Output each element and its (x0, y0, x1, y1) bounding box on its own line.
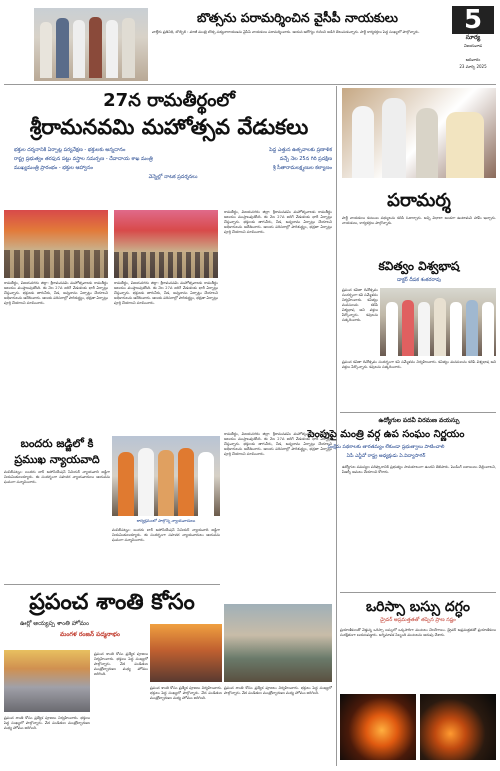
bus-subhead: డ్రైవర్ అప్రమత్తతతో తప్పిన ప్రాణ నష్టం (380, 617, 456, 623)
main-story-photo-left (4, 210, 108, 278)
bandaru-headline-line2: ప్రముఖ న్యాయవాది (14, 453, 100, 466)
bandaru-body-2: మచిలీపట్నం: బందరు బార్ అసోసియేషన్ సీనియర్ న్యాయవాది జడ్జిగా నియమితులయ్యారు. ఈ సందర్భంగా సహచర న్యాయవాదులు ఆయనను ఘనంగా సన్మానించారు. (112, 528, 220, 542)
main-story-body-col2: రామతీర్థం, విజయనగరం జిల్లా: శ్రీరామనవమి మహోత్సవాలకు రామతీర్థం ఆలయం ముస్తాబవుతోంది. ఈ నెల 27న జరిగే వేడుకలకు భారీ ఏర్పాట్లు చేస్తున్నారు. భక్తులకు తాగునీరు, నీడ, అన్నదానం ఏర్పాట్లు చేయాలని అధికారులను ఆదేశించారు. ఆలయ పరిసరాల్లో పారిశుద్ధ్యం, భద్రతా ఏర్పాట్లు పూర్తి చేయాలని సూచించారు. (114, 281, 218, 305)
bullet-row (14, 164, 332, 173)
main-story-kicker: 27న రామతీర్థంలో (103, 90, 235, 111)
paper-name: సూర్య (465, 34, 481, 41)
edition-name: విజయవాడ (463, 43, 483, 48)
bullet: భక్తుల దర్శనానికి ఏర్పాట్ల పర్యవేక్షణ - భక్తులకు అన్నదానం (14, 147, 126, 153)
bus-photo-right (420, 694, 496, 760)
kavitvam-body-wide: ప్రపంచ కవితా దినోత్సవం సందర్భంగా కవి సమ్మేళనం నిర్వహించారు. కవిత్వం మనసులను కలిపే విశ్వభాష అని వక్తలు పేర్కొన్నారు. కవులను సత్కరించారు. (342, 360, 496, 369)
vertical-divider (336, 86, 337, 766)
world-peace-body-1: ప్రపంచ శాంతి కోసం ప్రత్యేక పూజలు నిర్వహించారు. భక్తులు పెద్ద సంఖ్యలో పాల్గొన్నారు. వేద పండితుల మంత్రోచ్ఛారణల మధ్య హోమం జరిగింది. (4, 716, 90, 730)
bullet: పెద్ద ఎత్తున ఉత్సవాలకు ప్రణాళిక (269, 147, 332, 153)
issue-date: 23 మార్చి 2025 (459, 64, 487, 69)
bullet: వచ్చే నెల 25న గిరి ప్రదక్షిణ (279, 156, 332, 162)
kavitvam-byline: డాక్టర్ దీపక శంకరరావు (397, 277, 441, 283)
divider (340, 412, 496, 413)
kavitvam-photo (380, 288, 496, 356)
bandaru-caption: కార్యక్రమంలో పాల్గొన్న న్యాయవాదులు (136, 518, 196, 523)
pension-headline: పెంపుపై మంత్రి వర్గ ఉప సంఘం నిర్ణయం (307, 429, 465, 440)
paramarsha-body: పార్టీ నాయకులు కుటుంబ సభ్యులను కలిసి ఓదార్చారు. అన్ని విధాలా అండగా ఉంటామని హామీ ఇచ్చారు. నాయకులు, కార్యకర్తలు పాల్గొన్నారు. (342, 216, 496, 225)
main-story-photo-right (114, 210, 218, 278)
world-peace-photo-center (150, 624, 222, 682)
kavitvam-body-narrow: ప్రపంచ కవితా దినోత్సవం సందర్భంగా కవి సమ్మేళనం నిర్వహించారు. కవిత్వం మనసులను కలిపే విశ్వభాష అని వక్తలు పేర్కొన్నారు. కవులను సత్కరించారు. (342, 288, 378, 322)
bandaru-body: మచిలీపట్నం: బందరు బార్ అసోసియేషన్ సీనియర్ న్యాయవాది జడ్జిగా నియమితులయ్యారు. ఈ సందర్భంగా సహచర న్యాయవాదులు ఆయనను ఘనంగా సన్మానించారు. (4, 470, 110, 484)
world-peace-body-2: ప్రపంచ శాంతి కోసం ప్రత్యేక పూజలు నిర్వహించారు. భక్తులు పెద్ద సంఖ్యలో పాల్గొన్నారు. వేద పండితుల మంత్రోచ్ఛారణల మధ్య హోమం జరిగింది. (94, 652, 148, 676)
world-peace-headline: ప్రపంచ శాంతి కోసం (29, 590, 195, 615)
divider (4, 584, 220, 585)
bullet: ముఖ్యమంత్రి ప్రారంభం - భక్తుల ఆహ్వానం (14, 165, 93, 171)
paramarsha-headline: పరామర్శ (387, 190, 451, 211)
bus-headline: ఒరిస్సా బస్సు దగ్ధం (365, 599, 471, 615)
world-peace-photo-left (4, 650, 90, 712)
main-story-headline: శ్రీరామనవమి మహోత్సవ వేడుకలు (29, 115, 309, 139)
bus-body: ప్రయాణికులతో వెళ్తున్న ఒరిస్సా బస్సులో ఒక్కసారిగా మంటలు చెలరేగాయి. డ్రైవర్ అప్రమత్తతతో ప్రయాణికులు సురక్షితంగా బయటపడ్డారు. అగ్నిమాపక సిబ్బంది మంటలను అదుపు చేశారు. (340, 628, 496, 637)
bullet-row (14, 146, 332, 155)
bus-photo-left (340, 694, 416, 760)
paramarsha-photo (342, 88, 496, 178)
page-badge (452, 6, 494, 74)
middle-story-body: రామతీర్థం, విజయనగరం జిల్లా: శ్రీరామనవమి మహోత్సవాలకు రామతీర్థం ఆలయం ముస్తాబవుతోంది. ఈ నెల 27న జరిగే వేడుకలకు భారీ ఏర్పాట్లు చేస్తున్నారు. భక్తులకు తాగునీరు, నీడ, అన్నదానం ఏర్పాట్లు చేయాలని అధికారులను ఆదేశించారు. ఆలయ పరిసరాల్లో పారిశుద్ధ్యం, భద్రతా ఏర్పాట్లు పూర్తి చేయాలని సూచించారు. (224, 432, 332, 456)
pension-subhead: సంక్షేమ పథకాలకు తారతమ్యం లేకుండా ప్రభుత్వాలు పాటించాలి (327, 445, 445, 450)
top-story-headline: బొత్సను పరామర్శించిన వైసీపీ నాయకులు (197, 10, 398, 25)
main-story-body-col3: రామతీర్థం, విజయనగరం జిల్లా: శ్రీరామనవమి మహోత్సవాలకు రామతీర్థం ఆలయం ముస్తాబవుతోంది. ఈ నెల 27న జరిగే వేడుకలకు భారీ ఏర్పాట్లు చేస్తున్నారు. భక్తులకు తాగునీరు, నీడ, అన్నదానం ఏర్పాట్లు చేయాలని అధికారులను ఆదేశించారు. ఆలయ పరిసరాల్లో పారిశుద్ధ్యం, భద్రతా ఏర్పాట్లు పూర్తి చేయాలని సూచించారు. (224, 210, 332, 234)
pension-body: ఉద్యోగుల సమస్యల పరిష్కారానికి ప్రభుత్వం సానుకూలంగా ఉందని తెలిపారు. పెండింగ్ బకాయిలు చెల్లించాలని, పీఆర్సీ అమలు చేయాలని కోరారు. (342, 465, 496, 474)
pension-kicker: ఉద్యోగుల పదవీ విరమణ వయస్సు (378, 417, 460, 424)
world-peace-bullet: ఊర్లో అయ్యప్ప శాంతి హోమం (20, 620, 90, 627)
bandaru-headline-line1: బందరు జడ్జిలో కి (20, 437, 94, 450)
bullet-row (14, 155, 332, 164)
top-story-body: వాల్తేరు ప్రతినిధి, బొబ్బిలి : మాజీ మంత్రి బొత్స సత్యనారాయణను వైసీపీ నాయకులు పరామర్శించారు. ఆయన ఆరోగ్యం గురించి అడిగి తెలుసుకున్నారు. పార్టీ కార్యకర్తలు పెద్ద సంఖ్యలో పాల్గొన్నారు. (152, 30, 420, 34)
world-peace-photo-right (224, 604, 332, 682)
bullet: రాష్ట్ర ప్రభుత్వం తరఫున పట్టు వస్త్రాల సమర్పణ - దేవాదాయ శాఖ మంత్రి (14, 156, 153, 162)
world-peace-body-4: ప్రపంచ శాంతి కోసం ప్రత్యేక పూజలు నిర్వహించారు. భక్తులు పెద్ద సంఖ్యలో పాల్గొన్నారు. వేద పండితుల మంత్రోచ్ఛారణల మధ్య హోమం జరిగింది. (224, 686, 332, 695)
bullet-row (14, 173, 332, 182)
bullet: వెన్నెల్లో నాటక ప్రదర్శనలు (148, 174, 198, 180)
kavitvam-headline: కవిత్వం విశ్వభాష (378, 259, 460, 273)
bullet: శ్రీ సీతారామలక్ష్మణుల కల్యాణం (272, 165, 332, 171)
day-name: ఆదివారం (465, 57, 481, 62)
top-story-photo (34, 8, 148, 81)
main-story-body-col1: రామతీర్థం, విజయనగరం జిల్లా: శ్రీరామనవమి మహోత్సవాలకు రామతీర్థం ఆలయం ముస్తాబవుతోంది. ఈ నెల 27న జరిగే వేడుకలకు భారీ ఏర్పాట్లు చేస్తున్నారు. భక్తులకు తాగునీరు, నీడ, అన్నదానం ఏర్పాట్లు చేయాలని అధికారులను ఆదేశించారు. ఆలయ పరిసరాల్లో పారిశుద్ధ్యం, భద్రతా ఏర్పాట్లు పూర్తి చేయాలని సూచించారు. (4, 281, 108, 305)
page-number: 5 (452, 6, 494, 34)
divider (4, 84, 496, 85)
bandaru-photo (112, 436, 220, 516)
world-peace-body-3: ప్రపంచ శాంతి కోసం ప్రత్యేక పూజలు నిర్వహించారు. భక్తులు పెద్ద సంఖ్యలో పాల్గొన్నారు. వేద పండితుల మంత్రోచ్ఛారణల మధ్య హోమం జరిగింది. (150, 686, 222, 700)
main-bullets (14, 146, 332, 182)
world-peace-bullet: మంగళ రంజన్ పద్మనాభం (60, 631, 120, 638)
pension-subhead: ఏపీ ఎన్జీవో రాష్ట్ర అధ్యక్షుడు ఏ.విద్యాసాగర్ (346, 454, 426, 459)
divider (340, 592, 496, 593)
